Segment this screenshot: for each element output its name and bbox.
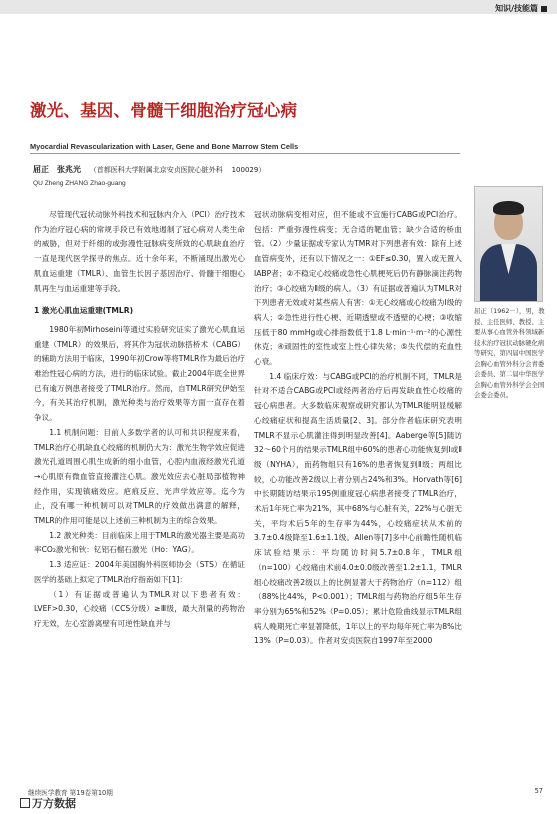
text-column-left xyxy=(34,208,245,632)
paragraph: 冠状动脉病变相对应，但不能或不宜施行CABG或PCI治疗。包括：严重弥漫性病变；无合适的靶血管；缺少合适的桥血管。（2）少量证据或专家认为TMR对下列患者有效：除有上述血管病变外，还有以下情况之一：①EF≤0.30，置入或无置入IABP者；②不稳定心绞痛或急性心肌梗死后仍有静脉滴注药物治疗；③心绞痛为Ⅱ级的病人。（3）有证据或普遍认为TMLR对下列患者无效或对某些病人有害：①无心绞痛或心绞痛为Ⅰ级的病人；②急性进行性心梗、近期透壁或不透壁的心梗；③收缩压低于80 mmHg或心排指数低于1.8 L·min⁻¹·m⁻²的心源性休克；④顽固性的室性或室上性心律失常；⑤失代偿的充血性心衰。 xyxy=(254,210,462,367)
page-number: 57 xyxy=(534,787,543,795)
author-photo xyxy=(474,186,543,302)
paragraph: 1.3 适应证：2004年美国胸外科医师协会（STS）在循证医学的基础上拟定了TMLR治疗指南如下[1]： xyxy=(34,560,245,584)
author-line xyxy=(33,164,265,175)
paragraph: 1.2 激光种类：目前临床上用于TMLR的激光器主要是高功率CO₂激光和钬：钇铝石榴石激光（Ho：YAG）。 xyxy=(34,530,245,555)
section-heading: 1 激光心肌血运重建(TMLR) xyxy=(34,306,134,316)
paragraph: 1.1 机制问题：目前人多数学者的认可和共识程度来看，TMLR治疗心肌缺血心绞痛的机制仍大为：激光生物学效应促进激光孔道周围心肌生成新的细小血管，心腔内血液经激光孔道→心肌原有微血管直接灌注心肌。激光效应去心脏局部植物神经作用，实现镇痛效应。疤痕反应、光声学效应等。迄今为止，没有哪一种机制可以对TMLR的疗效做出满意的解释，TMLR的作用可能是以上述前三种机制为主的综合效果。 xyxy=(34,427,245,526)
text-column-right xyxy=(254,208,462,649)
title-divider xyxy=(30,153,460,154)
author-names: 屈正 张兆光 xyxy=(33,165,81,174)
watermark-text: 万方数据 xyxy=(32,797,76,810)
paragraph: （1）有证据或普遍认为TMLR对以下患者有效：LVEF>0.30，心绞痛（CCS分级）≥Ⅲ级，最大剂量的药物治疗无效，左心室游离壁有可逆性缺血并与 xyxy=(34,589,245,628)
header-bar xyxy=(0,0,557,14)
author-bio: 屈正（1962－），男，教授、主任医师、教授、主要从事心血管外科领域新技术治疗冠状动脉硬化病等研究，第四届中国医学会胸心血管外科分会青委会委员、第二届中华医学会胸心血管外科学会全国会委会委员。 xyxy=(474,307,545,399)
paragraph: 1980年初Mirhoseini等通过实验研究证实了激光心肌血运重建（TMLR）的效果后，将其作为冠状动脉搭桥术（CABG）的辅助方法用于临床，1990年初Crow等将TMLR作为最后治疗难治性冠心病的方法，进行的临床试验。截止2004年底全世界已有逾万例患者接受了TMLR治疗。然而，自TMLR研究伊始至今，有关其治疗机制，激光种类与治疗效果等方面一直存在着争议。 xyxy=(34,324,246,423)
author-names-english: QU Zheng ZHANG Zhao-guang xyxy=(33,180,126,187)
watermark-logo-icon xyxy=(20,798,30,808)
article-title: 激光、基因、骨髓干细胞治疗冠心病 xyxy=(30,101,298,120)
journal-footer: 继续医学教育 第19卷第10期 xyxy=(28,789,113,797)
author-photo-hair xyxy=(493,201,524,215)
author-affiliation: （首都医科大学附属北京安贞医院心脏外科 xyxy=(89,166,223,174)
section-tag: 知识/技能篇 xyxy=(495,3,547,14)
postal-code: 100029） xyxy=(231,166,266,174)
watermark xyxy=(20,795,76,811)
paragraph: 尽管现代冠状动脉外科技术和冠脉内介入（PCI）治疗技术作为治疗冠心病的常规手段已有效地遏制了冠心病对人类生命的威胁，但对于纤细的或弥漫性冠脉病变所致的心肌缺血治疗一直是现代医学探寻的焦点。近十余年来，不断涌现出激光心肌血运重建（TMLR）、血管生长因子基因治疗、骨髓干细胞心肌再生与血运重建等手段。 xyxy=(34,210,245,293)
article-title-english: Myocardial Revascularization with Laser, Gene and Bone Marrow Stem Cells xyxy=(30,142,299,151)
paragraph: 1.4 临床疗效：与CABG或PCI的治疗机制不同，TMLR是针对不适合CABG或PCI或经两者治疗后再发缺血性心绞痛的冠心病患者。大多数临床观察或研究都认为TMLR能明显缓解心绞痛症状和提高生活质量[2、3]。部分作者临床研究表明TMLR不显示心肌灌注得到明显改善[4]。Aaberge等[5]随访32～60个月的结果示TMLR组中60%的患者心功能恢复到Ⅰ或Ⅱ级（NYHA），而药物组只有16%的患者恢复到Ⅱ级；两组比较，心功能改善2级以上者分别占24%和3%。Horvath等[6]中长期随访结果示195例重度冠心病患者接受了TMLR治疗，术后1年死亡率为21%，其中68%与心脏有关，22%与心脏无关，平均术后5年的生存率为44%，心绞痛症状从术前的3.7±0.4级降至1.6±1.1级。Allen等[7]多中心前瞻性随机临床试验结果示：平均随访时间5.7±0.8年，TMLR组（n=100）心绞痛由术前4.0±0.0级改善至1.2±1.1，TMLR组心绞痛改善2级以上的比例显著大于药物治疗（n=112）组（88%比44%，P<0.001）；TMLR组与药物治疗组5年生存率分别为65%和52%（P=0.05）；累计危险曲线显示TMLR组病人晚期死亡率显著降低，1年以上的平均每年死亡率为8%比13%（P=0.03）。作者对安贞医院自1997年至2000 xyxy=(254,371,462,646)
